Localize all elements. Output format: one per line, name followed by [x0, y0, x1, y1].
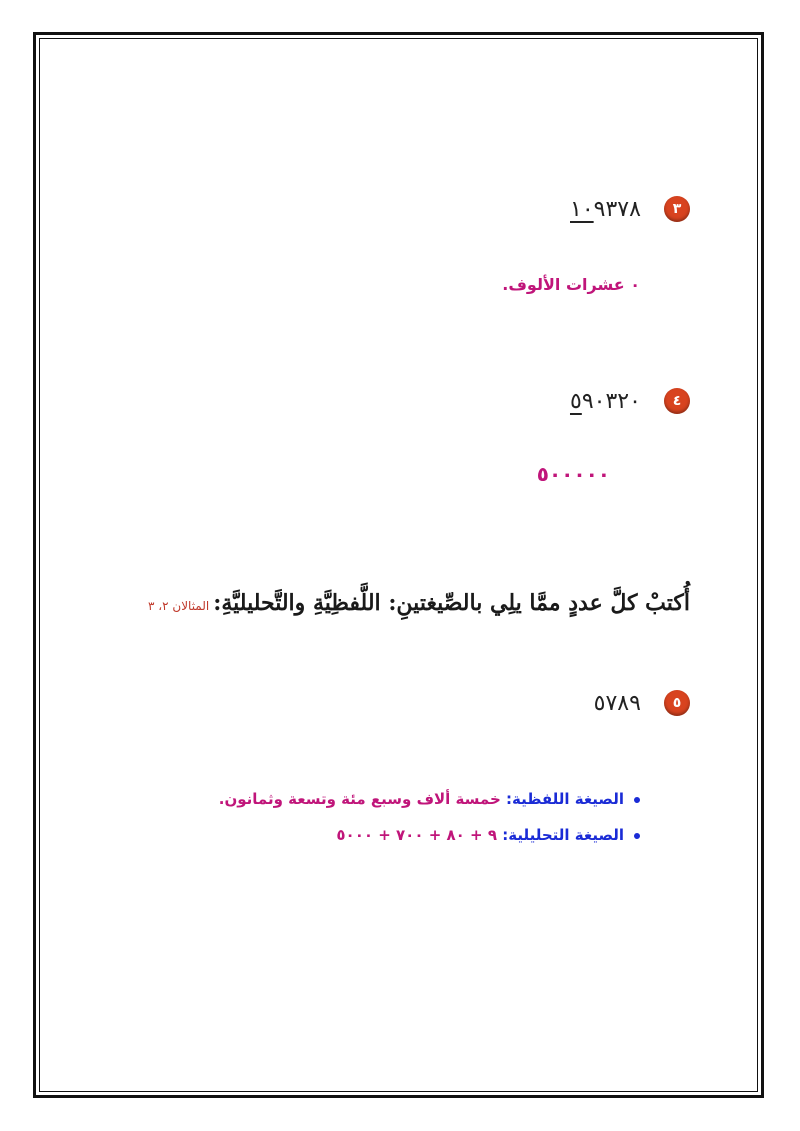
exercise-4-number [570, 389, 641, 414]
number-rest: ٩٣٧٨ [593, 196, 641, 222]
verbal-form-label: الصيغة اللفظية: [506, 790, 624, 808]
heading-reference: المثالان ٢، ٣ [147, 599, 210, 613]
analytic-form-value: ٩ + ٨٠ + ٧٠٠ + ٥٠٠٠ [336, 826, 497, 844]
number-rest: ٩٠٣٢٠ [581, 388, 641, 414]
analytic-form-line [336, 826, 640, 844]
underlined-digits: ١٠ [570, 196, 594, 222]
bullet-icon [634, 833, 640, 839]
section-heading [148, 590, 690, 616]
exercise-3-answer: ٠ عشرات الألوف. [502, 275, 640, 294]
exercise-5 [594, 690, 690, 716]
verbal-form-value: خمسة ألاف وسبع مئة وتسعة وثمانون. [218, 790, 501, 808]
exercise-3 [570, 196, 690, 222]
exercise-3-number [570, 197, 641, 222]
exercise-5-number: ٥٧٨٩ [593, 690, 641, 716]
bullet-icon [634, 797, 640, 803]
exercise-4 [570, 388, 690, 414]
verbal-form-line [219, 790, 640, 808]
underlined-digits: ٥ [569, 388, 582, 414]
exercise-4-badge: ٤ [664, 388, 690, 414]
exercise-4-answer: ٥٠٠٠٠٠ [536, 462, 610, 486]
analytic-form-label: الصيغة التحليلية: [502, 826, 624, 844]
exercise-3-badge: ٣ [664, 196, 690, 222]
heading-text: أُكتبْ كلَّ عددٍ ممَّا يلِي بالصِّيغتينِ: اللَّفظِيَّةِ والتَّحليليَّةِ: [213, 590, 690, 616]
exercise-5-badge: ٥ [664, 690, 690, 716]
